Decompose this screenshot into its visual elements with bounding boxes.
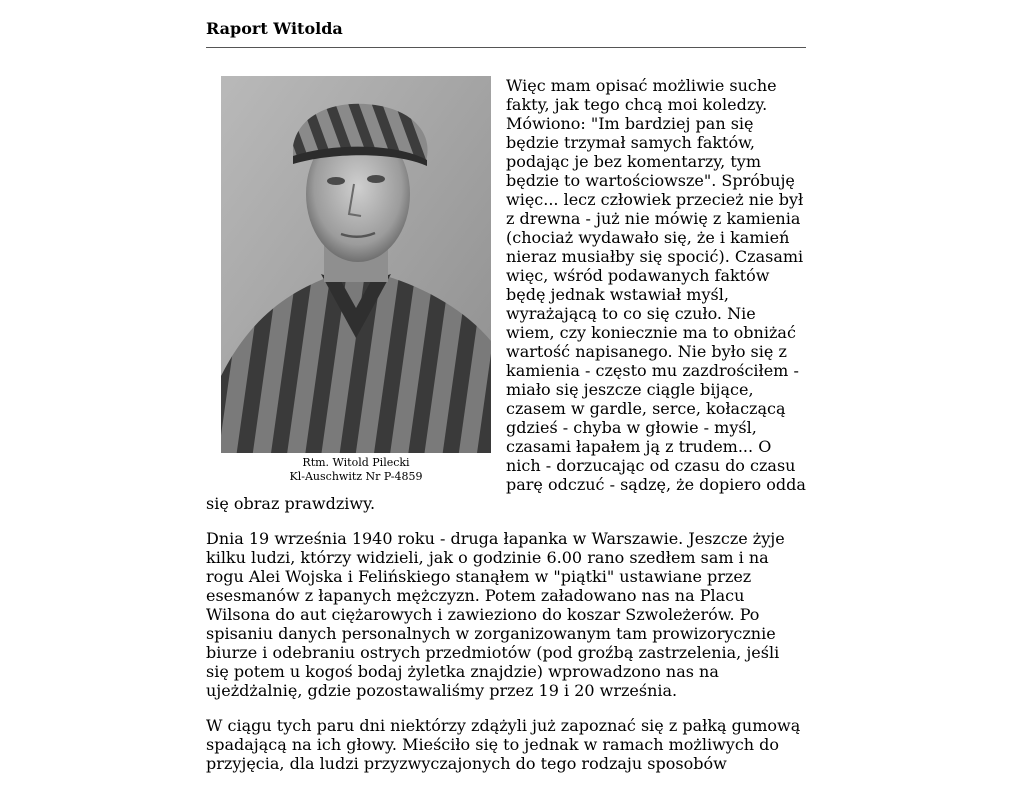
- portrait-figure: [206, 76, 496, 484]
- paragraph: Dnia 19 września 1940 roku - druga łapanka w Warszawie. Jeszcze żyje kilku ludzi, którzy widzieli, jak o godzinie 6.00 rano szedłem sam i na rogu Alei Wojska i Felińskiego stanąłem w "piątki" ustawiane przez esesmanów z łapanych mężczyzn. Potem załadowano nas na Placu Wilsona do aut ciężarowych i zawieziono do koszar Szwoleżerów. Po spisaniu danych personalnych w zorganizowanym tam prowizorycznie biurze i odebraniu ostrych przedmiotów (pod groźbą zastrzelenia, jeśli się potem u kogoś bodaj żyletka znajdzie) wprowadzono nas na ujeżdżalnię, gdzie pozostawaliśmy przez 19 i 20 września.: [206, 529, 785, 700]
- article: [206, 0, 806, 789]
- portrait-photo: [221, 76, 491, 453]
- caption-name: Rtm. Witold Pilecki: [302, 456, 410, 469]
- portrait-caption: [206, 456, 496, 484]
- paragraph: W ciągu tych paru dni niektórzy zdążyli już zapoznać się z pałką gumową spadającą na ich głowy. Mieściło się to jednak w ramach możliwych do przyjęcia, dla ludzi przyzwyczajonych do tego rodzaju sposobów: [206, 716, 801, 773]
- paragraph: Więc mam opisać możliwie suche fakty, jak tego chcą moi koledzy. Mówiono: "Im bardziej pan się będzie trzymał samych faktów, podając je bez komentarzy, tym będzie to wartościowsze". Spróbuję więc... lecz człowiek przecież nie był z drewna - już nie mówię z kamienia (chociaż wydawało się, że i kamień nieraz musiałby się spocić). Czasami więc, wśród podawanych faktów będę jednak wstawiał myśl, wyrażającą to co się czuło. Nie wiem, czy koniecznie ma to obniżać wartość napisanego. Nie było się z kamienia - często mu zazdrościłem - miało się jeszcze ciągle bijące, czasem w gardle, serce, kołaczącą gdzieś - chyba w głowie - myśl, czasami łapałem ją z trudem... O nich - dorzucając od czasu do czasu parę odczuć - sądzę, że dopiero odda się obraz prawdziwy.: [206, 76, 806, 513]
- page-title: Raport Witolda: [206, 19, 343, 38]
- caption-number: Kl-Auschwitz Nr P-4859: [289, 470, 423, 483]
